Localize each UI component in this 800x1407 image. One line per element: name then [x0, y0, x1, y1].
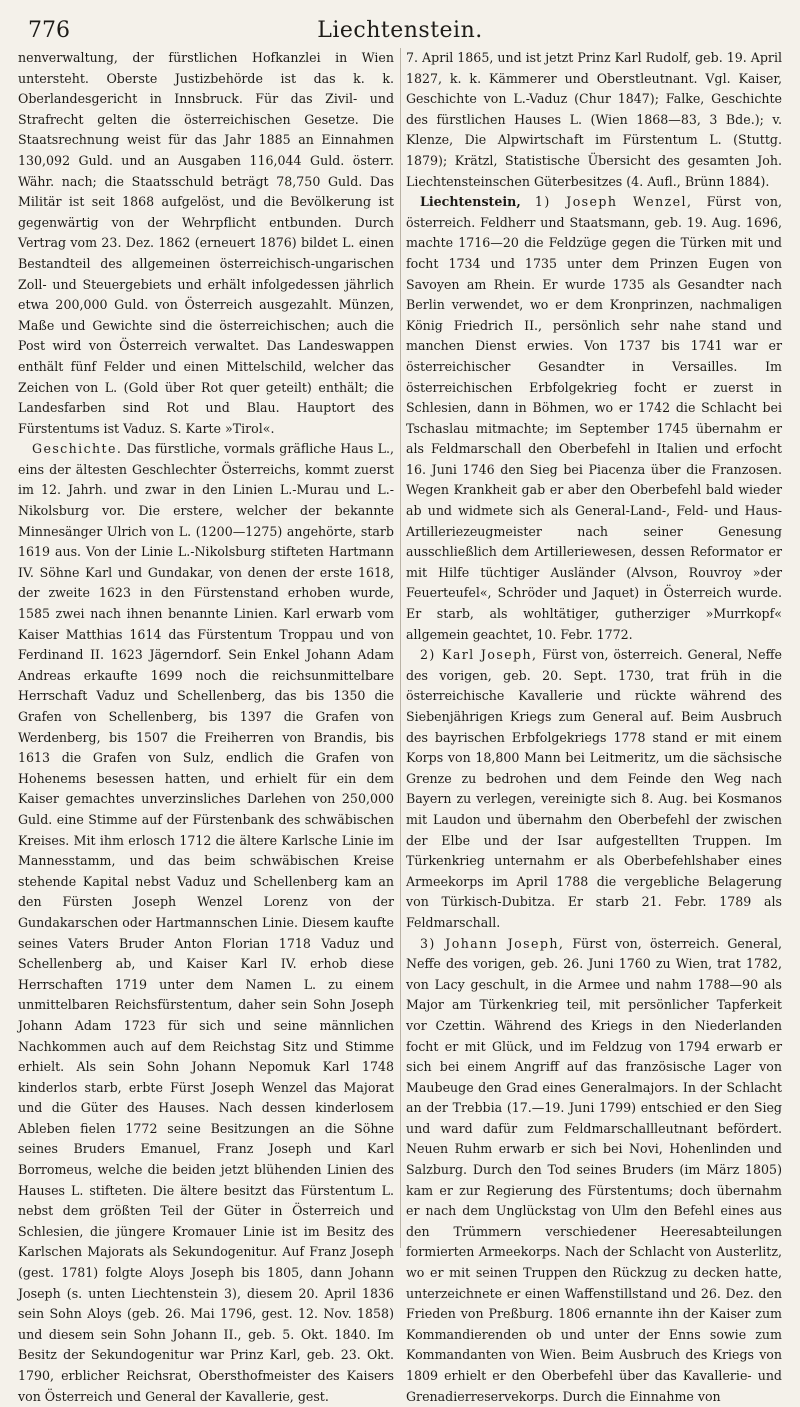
- paragraph: [406, 48, 782, 192]
- column-divider: [400, 48, 401, 1248]
- page-number: 776: [28, 18, 70, 43]
- paragraph: [18, 439, 394, 1407]
- entry-lemma: Liechtenstein,: [420, 194, 521, 210]
- paragraph-text: 7. April 1865, und ist jetzt Prinz Karl Rudolf, geb. 19. April 1827, k. k. Kämmerer und Oberstleutnant. Vgl. Kaiser, Geschichte von L.-Vaduz (Chur 1847); Falke, Geschichte des fürstlichen Hauses L. (Wien 1868—83, 3 Bde.); v. Klenze, Die Alpwirtschaft im Fürstentum L. (Stuttg. 1879); Krätzl, Statistische Übersicht des gesamten Joh. Liechtensteinschen Güterbesitzes (4. Aufl., Brünn 1884).: [406, 50, 782, 189]
- paragraph-text: Fürst von, österreich. Feldherr und Staatsmann, geb. 19. Aug. 1696, machte 1716—20 die Feldzüge gegen die Türken mit und focht 1734 und 1735 unter dem Prinzen Eugen von Savoyen am Rhein. Er wurde 1735 als Gesandter nach Berlin verwendet, wo er dem Kronprinzen, nachmaligen König Friedrich II., persönlich sehr nahe stand und manchen Dienst erwies. Von 1737 bis 1741 war er österreichischer Gesandter in Versailles. Im österreichischen Erbfolgekrieg focht er zuerst in Schlesien, dann in Böhmen, wo er 1742 die Schlacht bei Tschaslau mitmachte; im September 1745 übernahm er als Feldmarschall den Oberbefehl in Italien und erfocht 16. Juni 1746 den Sieg bei Piacenza über die Franzosen. Wegen Krankheit gab er aber den Oberbefehl bald wieder ab und widmete sich als General-Land-, Feld- und Haus-Artilleriezeugmeister nach seiner Genesung ausschließlich dem Artilleriewesen, dessen Reformator er mit Hilfe tüchtiger Ausländer (Alvson, Rouvroy »der Feuerteufel«, Schröder und Jaquet) in Österreich wurde. Er starb, als wohltätiger, gutherziger »Murrkopf« allgemein geachtet, 10. Febr. 1772.: [406, 194, 782, 642]
- paragraph-text: Fürst von, österreich. General, Neffe des vorigen, geb. 20. Sept. 1730, trat früh in die österreichische Kavallerie und rückte während des Siebenjährigen Kriegs zum General auf. Beim Ausbruch des bayrischen Erbfolgekriegs 1778 stand er mit einem Korps von 18,800 Mann bei Leitmeritz, um die sächsische Grenze zu bedrohen und dem Feinde den Weg nach Bayern zu verlegen, vereinigte sich 8. Aug. bei Kosmanos mit Laudon und übernahm den Oberbefehl der zwischen der Elbe und der Isar aufgestellten Truppen. Im Türkenkrieg unternahm er als Oberbefehlshaber eines Armeekorps im April 1788 die vergebliche Belagerung von Türkisch-Dubitza. Er starb 21. Febr. 1789 als Feldmarschall.: [406, 647, 782, 930]
- text-columns: [18, 48, 782, 1404]
- paragraph: [406, 192, 782, 645]
- paragraph-text: nenverwaltung, der fürstlichen Hofkanzlei in Wien untersteht. Oberste Justizbehörde ist das k. k. Oberlandesgericht in Innsbruck. Für das Zivil- und Strafrecht gelten die österreichischen Gesetze. Die Staatsrechnung weist für das Jahr 1885 an Einnahmen 130,092 Guld. und an Ausgaben 116,044 Guld. österr. Währ. nach; die Staatsschuld beträgt 78,750 Guld. Das Militär ist seit 1868 aufgelöst, und die Bevölkerung ist gegenwärtig von der Wehrpflicht entbunden. Durch Vertrag vom 23. Dez. 1862 (erneuert 1876) bildet L. einen Bestandteil des allgemeinen österreichisch-ungarischen Zoll- und Steuergebiets und erhält infolgedessen jährlich etwa 200,000 Guld. von Österreich ausgezahlt. Münzen, Maße und Gewichte sind die österreichischen; auch die Post wird von Österreich verwaltet. Das Landeswappen enthält fünf Felder und einen Mittelschild, welcher das Zeichen von L. (Gold über Rot quer geteilt) enthält; die Landesfarben sind Rot und Blau. Hauptort des Fürstentums ist Vaduz. S. Karte »Tirol«.: [18, 50, 394, 436]
- left-column: [18, 48, 394, 1404]
- paragraph-text: Fürst von, österreich. General, Neffe des vorigen, geb. 26. Juni 1760 zu Wien, trat 1782, von Lacy geschult, in die Armee und nahm 1788—90 als Major am Türkenkrieg teil, mit persönlicher Tapferkeit vor Czettin. Während des Kriegs in den Niederlanden focht er mit Glück, und im Feldzug von 1794 erwarb er sich bei einem Angriff auf das französische Lager von Maubeuge den Grad eines Generalmajors. In der Schlacht an der Trebbia (17.—19. Juni 1799) entschied er den Sieg und ward dafür zum Feldmarschallleutnant befördert. Neuen Ruhm erwarb er sich bei Novi, Hohenlinden und Salzburg. Durch den Tod seines Bruders (im März 1805) kam er zur Regierung des Fürstentums; doch übernahm er nach dem Unglückstag von Ulm den Befehl eines aus den Trümmern verschiedener Heeresabteilungen formierten Armeekorps. Nach der Schlacht von Austerlitz, wo er mit seinen Truppen den Rückzug zu decken hatte, unterzeichnete er einen Waffenstillstand und 26. Dez. den Frieden von Preßburg. 1806 ernannte ihn der Kaiser zum Kommandierenden ob und unter der Enns sowie zum Kommandanten von Wien. Beim Ausbruch des Kriegs von 1809 erhielt er den Oberbefehl über das Kavallerie- und Grenadierreservekorps. Durch die Einnahme von: [406, 935, 782, 1404]
- running-title: Liechtenstein.: [317, 18, 483, 43]
- section-heading: Geschichte.: [32, 441, 123, 457]
- paragraph: [406, 645, 782, 933]
- entry-name: 1) Joseph Wenzel,: [534, 194, 693, 210]
- paragraph: [18, 48, 394, 439]
- page-header: [18, 14, 782, 48]
- paragraph-text: Das fürstliche, vormals gräfliche Haus L., eins der ältesten Geschlechter Österreichs, kommt zuerst im 12. Jahrh. und zwar in den Linien L.-Murau und L.-Nikolsburg vor. Die erstere, welcher der bekannte Minnesänger Ulrich von L. (1200—1275) angehörte, starb 1619 aus. Von der Linie L.-Nikolsburg stifteten Hartmann IV. Söhne Karl und Gundakar, von denen der erste 1618, der zweite 1623 in den Fürstenstand erhoben wurde, 1585 zwei nach ihnen benannte Linien. Karl erwarb vom Kaiser Matthias 1614 das Fürstentum Troppau und von Ferdinand II. 1623 Jägerndorf. Sein Enkel Johann Adam Andreas erkaufte 1699 noch die reichsunmittelbare Herrschaft Vaduz und Schellenberg, das bis 1350 die Grafen von Schellenberg, bis 1397 die Grafen von Werdenberg, bis 1507 die Freiherren von Brandis, bis 1613 die Grafen von Sulz, endlich die Grafen von Hohenems besessen hatten, und erhielt für ein dem Kaiser gemachtes unverzinsliches Darlehen von 250,000 Guld. eine Stimme auf der Fürstenbank des schwäbischen Kreises. Mit ihm erlosch 1712 die ältere Karlsche Linie im Mannesstamm, und das beim schwäbischen Kreise stehende Kapital nebst Vaduz und Schellenberg kam an den Fürsten Joseph Wenzel Lorenz von der Gundakarschen oder Hartmannschen Linie. Diesem kaufte seines Vaters Bruder Anton Florian 1718 Vaduz und Schellenberg ab, und Kaiser Karl IV. erhob diese Herrschaften 1719 unter dem Namen L. zu einem unmittelbaren Reichsfürstentum, daher sein Sohn Joseph Johann Adam 1723 für sich und seine männlichen Nachkommen auch auf dem Reichstag Sitz und Stimme erhielt. Als sein Sohn Johann Nepomuk Karl 1748 kinderlos starb, erbte Fürst Joseph Wenzel das Majorat und die Güter des Hauses. Nach dessen kinderlosem Ableben fielen 1772 seine Besitzungen an die Söhne seines Bruders Emanuel, Franz Joseph und Karl Borromeus, welche die beiden jetzt blühenden Linien des Hauses L. stifteten. Die ältere besitzt das Fürstentum L. nebst dem größten Teil der Güter in Österreich und Schlesien, die jüngere Kromauer Linie ist im Besitz des Karlschen Majorats als Sekundogenitur. Auf Franz Joseph (gest. 1781) folgte Aloys Joseph bis 1805, dann Johann Joseph (s. unten Liechtenstein 3), diesem 20. April 1836 sein Sohn Aloys (geb. 26. Mai 1796, gest. 12. Nov. 1858) und diesem sein Sohn Johann II., geb. 5. Okt. 1840. Im Besitz der Sekundogenitur war Prinz Karl, geb. 23. Okt. 1790, erblicher Reichsrat, Obersthofmeister des Kaisers von Österreich und General der Kavallerie, gest.: [18, 441, 394, 1404]
- entry-name: 2) Karl Joseph,: [420, 647, 538, 663]
- right-column: [406, 48, 782, 1404]
- entry-name: 3) Johann Joseph,: [420, 935, 565, 951]
- paragraph: [406, 934, 782, 1407]
